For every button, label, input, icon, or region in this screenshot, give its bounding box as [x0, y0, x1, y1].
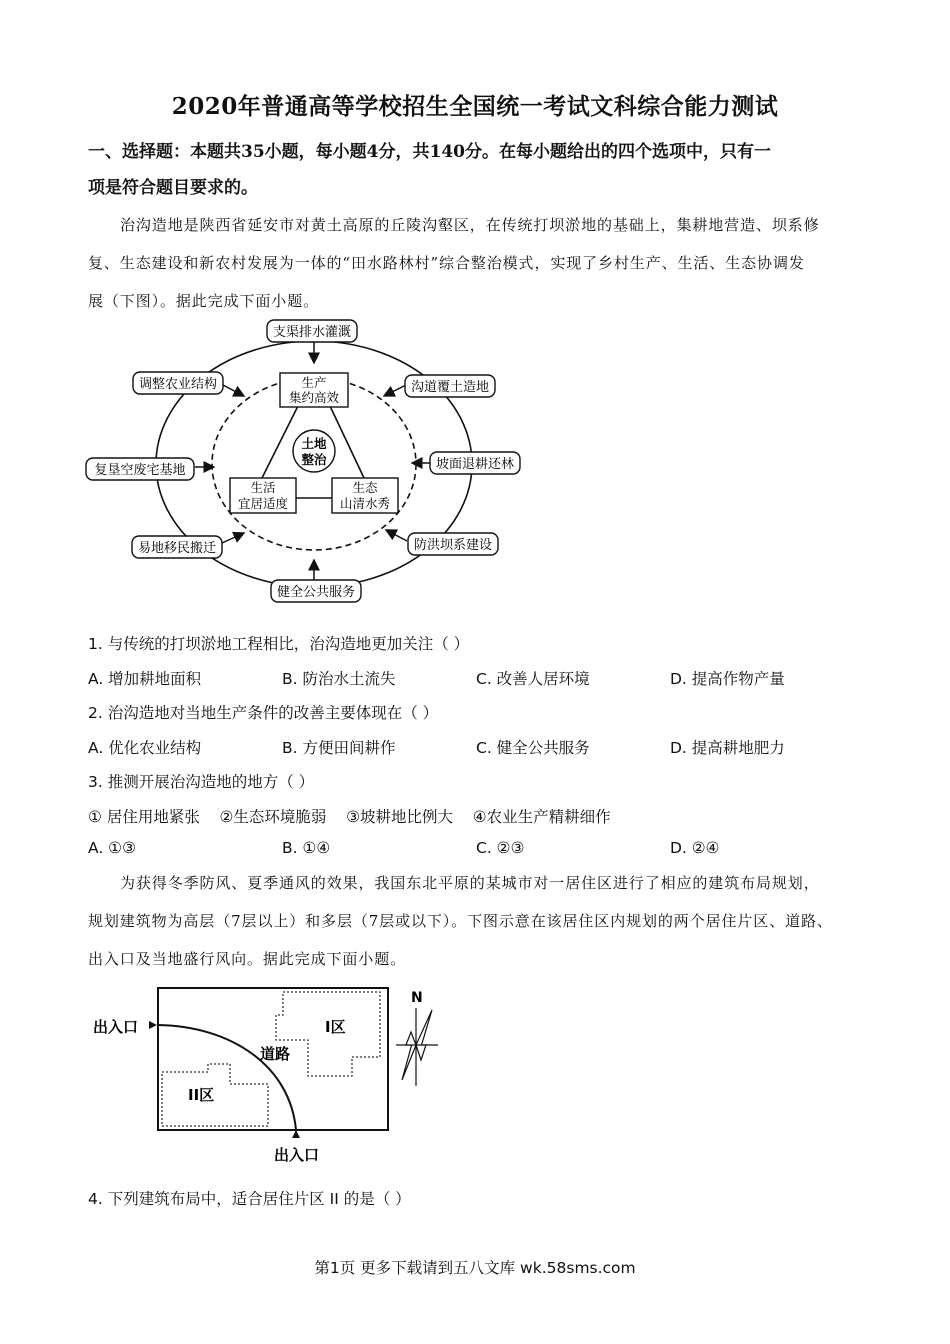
section-heading — [88, 134, 868, 206]
section-heading-line2: 项是符合题目要求的。 — [88, 178, 258, 198]
page-footer: 第1页 更多下载请到五八文库 wk.58sms.com — [314, 1259, 636, 1277]
q3-option-c: C. ②③ — [476, 839, 525, 857]
outer-label-relocation — [132, 536, 222, 558]
question-2-stem: 2. 治沟造地对当地生产条件的改善主要体现在（ ） — [88, 704, 439, 722]
svg-text:支渠排水灌溉: 支渠排水灌溉 — [272, 325, 352, 340]
ecology-label-1: 生态 — [352, 480, 378, 495]
question-3-statements: ① 居住用地紧张 ②生态环境脆弱 ③坡耕地比例大 ④农业生产精耕细作 — [88, 808, 611, 826]
q1-option-a: A. 增加耕地面积 — [88, 670, 202, 688]
center-label-2: 整治 — [301, 452, 327, 467]
svg-text:易地移民搬迁: 易地移民搬迁 — [137, 541, 217, 556]
outer-label-flood-dam — [408, 533, 498, 555]
wind-petal-se — [416, 1045, 426, 1060]
passage-1-line2: 复、生态建设和新农村发展为一体的“田水路林村”综合整治模式，实现了乡村生产、生活、生态协调发 — [88, 254, 805, 272]
section-heading-line1: 一、选择题：本题共35小题，每小题4分，共140分。在每小题给出的四个选项中，只有一 — [88, 142, 771, 162]
outer-label-agri-structure — [133, 372, 223, 394]
passage-1 — [88, 206, 878, 320]
question-3-stem: 3. 推测开展治沟造地的地方（ ） — [88, 773, 315, 791]
passage-2-line2: 规划建筑物为高层（7层以上）和多层（7层或以下）。下图示意在该居住区内规划的两个居住片区、道路、 — [88, 912, 833, 930]
svg-text:沟道覆土造地: 沟道覆土造地 — [410, 380, 490, 395]
q3-option-d: D. ②④ — [670, 839, 720, 857]
land-consolidation-diagram — [80, 318, 540, 608]
passage-1-line3: 展（下图）。据此完成下面小题。 — [88, 292, 320, 310]
q2-option-d: D. 提高耕地肥力 — [670, 739, 785, 757]
outer-label-gully-land — [405, 375, 495, 397]
passage-1-line1: 治沟造地是陕西省延安市对黄土高原的丘陵沟壑区，在传统打坝淤地的基础上，集耕地营造、坝系修 — [120, 216, 820, 234]
zone-1-label: I区 — [325, 1018, 346, 1036]
q1-option-b: B. 防治水土流失 — [282, 670, 396, 688]
outer-label-reclaim-homestead — [86, 458, 194, 480]
svg-text:坡面退耕还林: 坡面退耕还林 — [435, 457, 515, 472]
road-label: 道路 — [260, 1045, 291, 1063]
zone-2-label: II区 — [188, 1086, 215, 1104]
svg-text:调整农业结构: 调整农业结构 — [138, 377, 218, 392]
production-label-1: 生产 — [301, 375, 327, 390]
svg-text:防洪坝系建设: 防洪坝系建设 — [413, 538, 493, 553]
q1-option-d: D. 提高作物产量 — [670, 670, 785, 688]
wind-petal-nw — [406, 1032, 416, 1045]
north-label: N — [411, 990, 423, 1006]
wind-petal-ne — [416, 1010, 432, 1050]
outer-label-public-service — [271, 580, 361, 602]
residential-plan-diagram — [85, 984, 455, 1168]
page-title: 2020年普通高等学校招生全国统一考试文科综合能力测试 — [171, 93, 779, 120]
passage-2 — [88, 864, 878, 978]
living-label-2: 宜居适度 — [237, 496, 289, 511]
svg-text:健全公共服务: 健全公共服务 — [276, 585, 356, 600]
svg-text:复垦空废宅基地: 复垦空废宅基地 — [94, 463, 186, 478]
center-label-1: 土地 — [301, 436, 327, 451]
entrance-left-marker — [149, 1021, 157, 1029]
entrance-bottom-label: 出入口 — [274, 1146, 320, 1164]
outer-label-irrigation — [267, 320, 357, 342]
q2-option-b: B. 方便田间耕作 — [282, 739, 396, 757]
entrance-bottom-marker — [292, 1130, 300, 1138]
q2-option-c: C. 健全公共服务 — [476, 739, 590, 757]
q2-option-a: A. 优化农业结构 — [88, 739, 202, 757]
wind-petal-sw — [402, 1040, 416, 1080]
ecology-label-2: 山清水秀 — [339, 496, 391, 511]
passage-2-line1: 为获得冬季防风、夏季通风的效果，我国东北平原的某城市对一居住区进行了相应的建筑布局规划， — [120, 874, 820, 892]
q1-option-c: C. 改善人居环境 — [476, 670, 590, 688]
q3-option-a: A. ①③ — [88, 839, 136, 857]
entrance-left-label: 出入口 — [93, 1018, 139, 1036]
living-label-1: 生活 — [250, 480, 276, 495]
production-label-2: 集约高效 — [288, 390, 340, 405]
q3-option-b: B. ①④ — [282, 839, 331, 857]
question-4-stem: 4. 下列建筑布局中，适合居住片区 II 的是（ ） — [88, 1190, 411, 1208]
outer-label-reforestation — [430, 452, 520, 474]
passage-2-line3: 出入口及当地盛行风向。据此完成下面小题。 — [88, 950, 407, 968]
question-1-stem: 1. 与传统的打坝淤地工程相比，治沟造地更加关注（ ） — [88, 635, 470, 653]
